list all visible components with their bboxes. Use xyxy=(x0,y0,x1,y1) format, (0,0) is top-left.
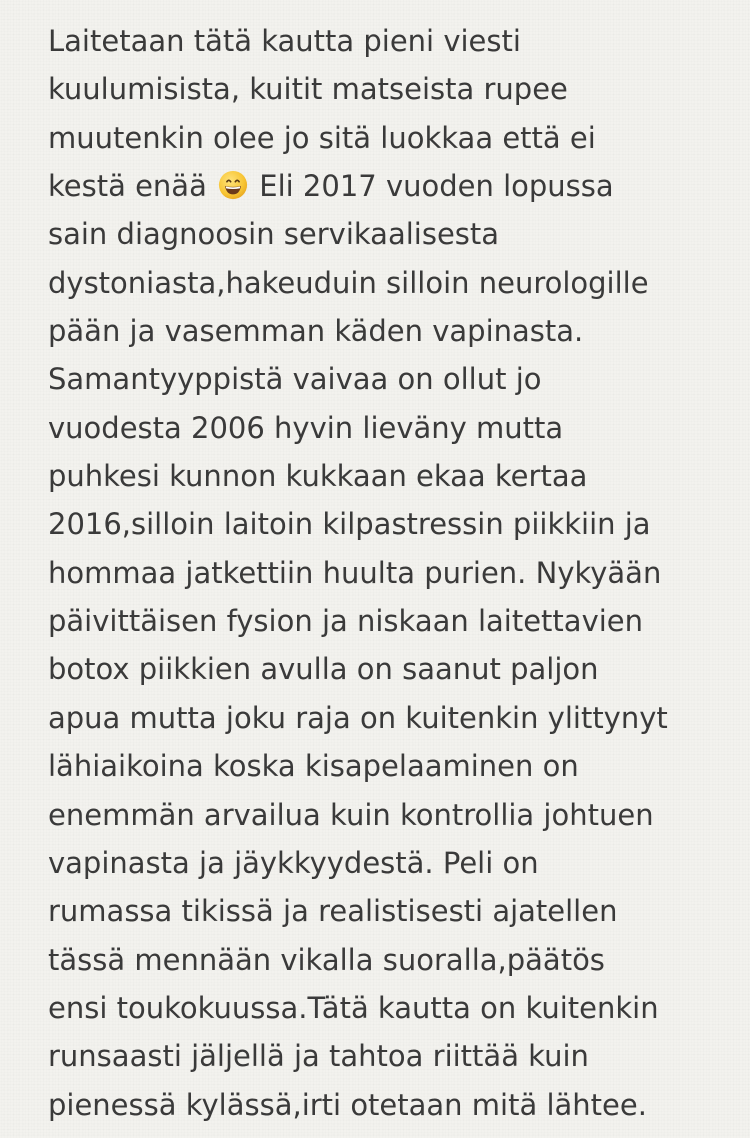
note-line-text: kestä enää xyxy=(48,169,217,204)
note-line: pään ja vasemman käden vapinasta. xyxy=(48,314,584,349)
note-line: lähiaikoina koska kisapelaaminen on xyxy=(48,749,579,784)
note-line: apua mutta joku raja on kuitenkin ylittynyt xyxy=(48,700,668,735)
note-line-text: Eli 2017 vuoden lopussa xyxy=(250,169,614,204)
note-line: pienessä kylässä,irti otetaan mitä lähtee. xyxy=(48,1087,647,1122)
note-line: muutenkin olee jo sitä luokkaa että ei xyxy=(48,120,596,155)
note-line: dystoniasta,hakeuduin silloin neurologille xyxy=(48,265,649,300)
note-body xyxy=(48,17,748,1129)
note-line xyxy=(48,162,748,210)
note-line: 2016,silloin laitoin kilpastressin piikkiin ja xyxy=(48,507,651,542)
note-line: vapinasta ja jäykkyydestä. Peli on xyxy=(48,845,539,880)
note-line: enemmän arvailua kuin kontrollia johtuen xyxy=(48,797,654,832)
note-line: hommaa jatkettiin huulta purien. Nykyään xyxy=(48,555,662,590)
note-line: runsaasti jäljellä ja tahtoa riittää kuin xyxy=(48,1039,589,1074)
grinning-face-icon xyxy=(218,170,248,200)
note-line: ensi toukokuussa.Tätä kautta on kuitenkin xyxy=(48,990,659,1025)
note-line: kuulumisista, kuitit matseista rupee xyxy=(48,72,568,107)
note-line: Samantyyppistä vaivaa on ollut jo xyxy=(48,362,542,397)
note-line: puhkesi kunnon kukkaan ekaa kertaa xyxy=(48,459,588,494)
note-line: sain diagnoosin servikaalisesta xyxy=(48,217,500,252)
note-line: botox piikkien avulla on saanut paljon xyxy=(48,652,599,687)
note-line: päivittäisen fysion ja niskaan laitettavien xyxy=(48,604,644,639)
note-line: Laitetaan tätä kautta pieni viesti xyxy=(48,24,521,58)
note-line: rumassa tikissä ja realistisesti ajatellen xyxy=(48,894,618,929)
note-line: tässä mennään vikalla suoralla,päätös xyxy=(48,942,605,977)
note-line: vuodesta 2006 hyvin lievänу mutta xyxy=(48,410,564,445)
